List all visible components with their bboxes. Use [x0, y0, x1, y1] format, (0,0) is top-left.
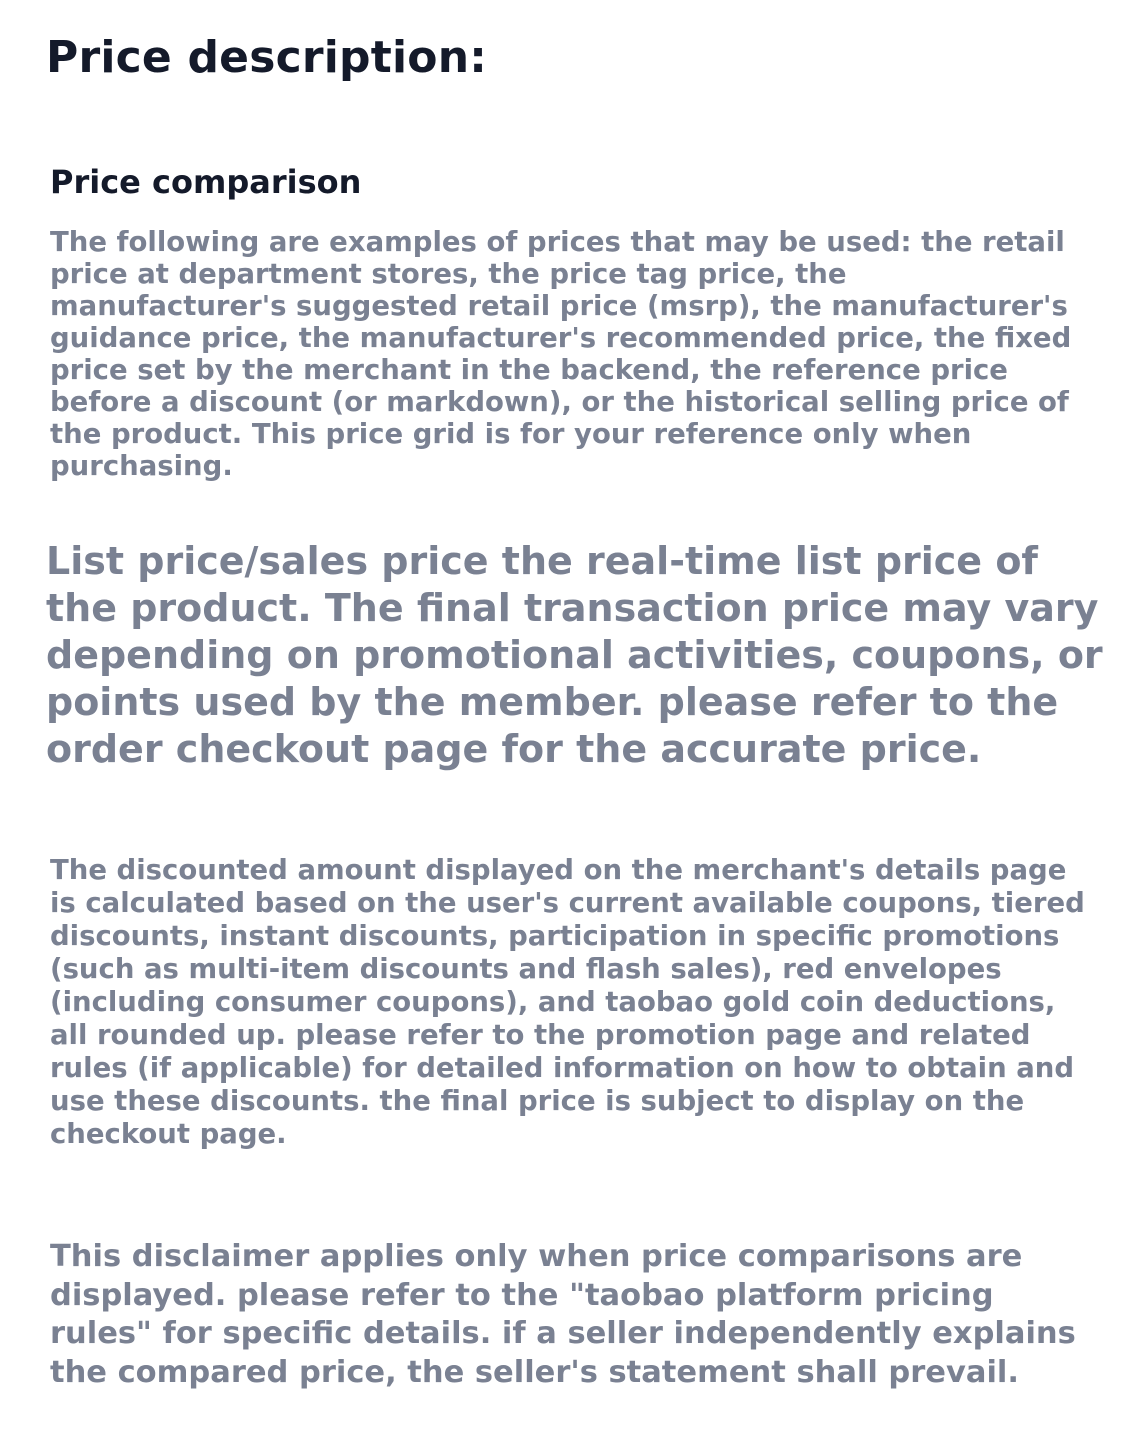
section-heading: Price comparison — [50, 163, 362, 201]
disclaimer-paragraph: This disclaimer applies only when price comparisons are displayed. please refer to the "taobao platform pricing rules" for specific details. if a seller independently explains the compared price, the seller's statement shall prevail. — [50, 1239, 1076, 1390]
price-examples-paragraph: The following are examples of prices that may be used: the retail price at department stores, the price tag price, the manufacturer's suggested retail price (msrp), the manufacturer's guidance price, the manufacturer's recommended price, the fixed price set by the merchant in the backend, the reference price before a discount (or markdown), or the historical selling price of the product. This price grid is for your reference only when purchasing. — [50, 226, 1072, 482]
list-price-paragraph: List price/sales price the real-time list price of the product. The final transaction price may vary depending on promotional activities, coupons, or points used by the member. please refer to the order checkout page for the accurate price. — [46, 539, 1103, 771]
page-title: Price description: — [46, 32, 488, 83]
discount-paragraph: The discounted amount displayed on the merchant's details page is calculated based on the user's current available coupons, tiered discounts, instant discounts, participation in specific promotions (such as multi-item discounts and flash sales), red envelopes (including consumer coupons), and taobao gold coin deductions, all rounded up. please refer to the promotion page and related rules (if applicable) for detailed information on how to obtain and use these discounts. the final price is subject to display on the checkout page. — [50, 854, 1085, 1150]
